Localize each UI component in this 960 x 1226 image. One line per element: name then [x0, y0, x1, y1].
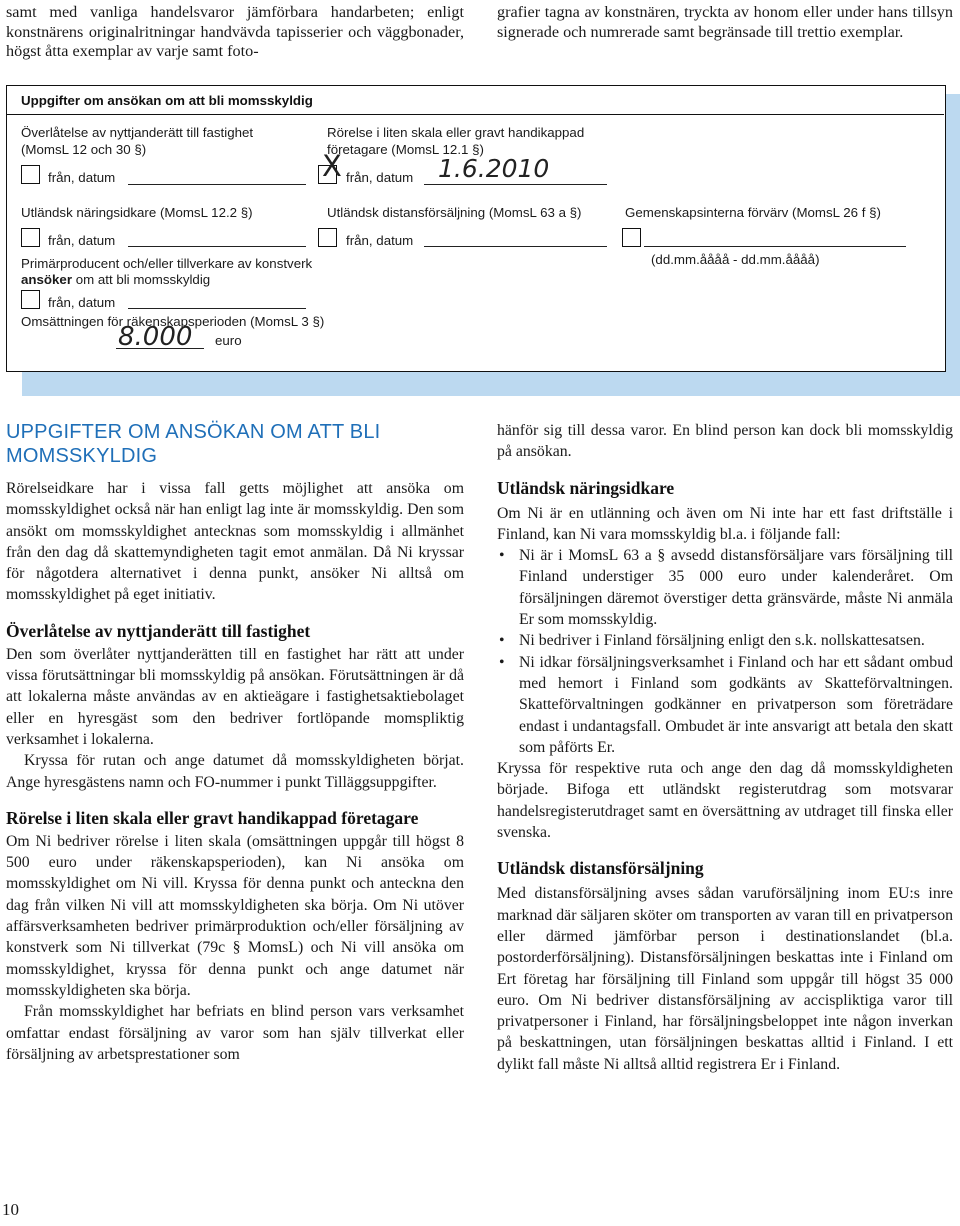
primary-producer-applies-bold: ansöker — [21, 272, 72, 287]
community-acquisitions-label: Gemenskapsinterna förvärv (MomsL 26 f §) — [625, 205, 881, 220]
page-number: 10 — [2, 1200, 19, 1219]
distance-sales-checkbox[interactable] — [318, 228, 337, 247]
distance-sales-date-field[interactable] — [424, 246, 607, 247]
list-item: • Ni bedriver i Finland försäljning enligt den s.k. nollskattesatsen. — [497, 630, 953, 651]
section-heading-line2: MOMSSKYLDIG — [6, 445, 158, 467]
property-paragraph: Den som överlåter nyttjanderätten till en fastighet har rätt att under vissa förutsättningar bli momsskyldig på ansökan. Förutsättningen är då att lokalerna måste användas av en aktieägare i fastighetsaktiebolaget eller en hyresgäst som den bedriver fortlöpande momspliktig verksamhet i lokalerna. — [6, 645, 464, 748]
intro-left-text: samt med vanliga handelsvaror jämförbara handarbeten; enligt konstnärens originalritningar handvävda tapisserier och väggbonader, högst åtta exemplar av varje samt foto- — [6, 3, 464, 60]
property-date-label: från, datum — [48, 170, 116, 185]
community-acquisitions-checkbox[interactable] — [622, 228, 641, 247]
list-item: • Ni är i MomsL 63 a § avsedd distansförsäljare vars försäljning till Finland understiger 35 000 euro under kalenderåret. Om försäljningen däremot överstiger detta gränsvärde, måste Ni anmäla Er som momsskyldig. — [497, 545, 953, 630]
primary-producer-label: Primärproducent och/eller tillverkare av konstverk — [21, 256, 313, 271]
section-heading-line1: UPPGIFTER OM ANSÖKAN OM ATT BLI — [6, 421, 381, 443]
property-date-field[interactable] — [128, 184, 306, 185]
foreign-trader-label: Utländsk näringsidkare (MomsL 12.2 §) — [21, 205, 253, 220]
foreign-trader-instruction: Kryssa för respektive ruta och ange den dag då momsskyldigheten började. Bifoga ett utländskt registerutdrag som motsvarar handelsregisterutdraget samt en översättning av utdraget till finska eller svenska. — [497, 760, 953, 842]
list-item: • Ni idkar försäljningsverksamhet i Finland och har ett sådant ombud med hemort i Finland som godkänts av Skatteförvaltningen. Skatteförvaltningen godkänner en privatperson som företrädare endast i undantagsfall. Ombudet är inte ansvarigt att betala den skatt som påförts Er. — [497, 652, 953, 758]
community-acquisitions-date-field[interactable] — [644, 246, 906, 247]
primary-producer-applies-rest: om att bli momsskyldig — [72, 272, 211, 287]
foreign-trader-cases-list — [497, 545, 953, 758]
primary-producer-date-label: från, datum — [48, 295, 116, 310]
primary-producer-checkbox[interactable] — [21, 290, 40, 309]
form-title: Uppgifter om ansökan om att bli momsskyldig — [21, 93, 313, 108]
community-date-format: (dd.mm.åååå - dd.mm.åååå) — [651, 252, 820, 267]
foreign-trader-heading: Utländsk näringsidkare — [497, 477, 675, 498]
intro-right-text: grafier tagna av konstnären, tryckta av honom eller under hans tillsyn signerade och numrerade samt begränsade till trettio exemplar. — [497, 3, 953, 41]
foreign-trader-date-field[interactable] — [128, 246, 306, 247]
distance-sales-date-label: från, datum — [346, 233, 414, 248]
small-scale-check-mark: X — [322, 149, 342, 183]
distance-sales-paragraph: Med distansförsäljning avses sådan varuförsäljning inom EU:s inre marknad där säljaren sköter om transporten av varan till en privatperson eller därmed jämförbar person i destinationslandet (bl.a. postorderförsäljning). Distansförsäljningen beskattas inte i Finland om Ert företag har försäljning till Finland som uppgår till högst 35 000 euro. Om Ni bedriver distansförsäljning av accispliktiga varor till privatpersoner i Finland, har försäljningsbeloppet inte någon inverkan på beskattningen, utan försäljningen beskattas alltid i Finland. I ett dylikt fall måste Ni alltså alltid registrera Er i Finland. — [497, 885, 953, 1073]
small-scale-date-label: från, datum — [346, 170, 414, 185]
blind-person-paragraph: Från momsskyldighet har befriats en blind person vars verksamhet omfattar endast försäljning av varor som han själv tillverkat eller försäljning av arbetsprestationer som — [6, 1003, 464, 1063]
turnover-field[interactable] — [116, 348, 204, 349]
property-checkbox[interactable] — [21, 165, 40, 184]
blind-person-continuation: hänför sig till dessa varor. En blind person kan dock bli momsskyldig på ansökan. — [497, 422, 953, 461]
small-scale-heading: Rörelse i liten skala eller gravt handikappad företagare — [6, 807, 419, 828]
small-scale-paragraph: Om Ni bedriver rörelse i liten skala (omsättningen uppgår till högst 8 500 euro under räkenskapsperioden), kan Ni ansöka om momsskyldighet om Ni vill. Kryssa för denna punkt och anteckna den dag från vilken Ni vill att momsskyldigheten ska börja. Om Ni utöver affärsverksamheten bedriver primärproduktion och/eller försäljning av konstverk som Ni tillverkat (79c § MomsL) och Ni vill ansöka om momsskyldighet, kryssa för denna punkt och ange datumet när momsskyldigheten ska börja. — [6, 832, 464, 999]
property-label: Överlåtelse av nyttjanderätt till fastighet — [21, 125, 254, 140]
distance-sales-heading: Utländsk distansförsäljning — [497, 858, 704, 879]
right-column — [497, 420, 953, 1075]
turnover-label: Omsättningen för räkenskapsperioden (MomsL 3 §) — [21, 314, 325, 329]
small-scale-date-field[interactable] — [424, 184, 607, 185]
property-law-ref: (MomsL 12 och 30 §) — [21, 142, 147, 157]
intro-paragraph: Rörelseidkare har i vissa fall getts möjlighet att ansöka om momsskyldighet också när han enligt lag inte är momsskyldig. Den som ansökt om momsskyldighet antecknas som momsskyldig i allmänhet från den dag då skattemyndigheten tagit emot anmälan. Då Ni kryssar för någotdera alternativet i denna punkt, ansöker Ni alltså om momsskyldighet på eget initiativ. — [6, 480, 464, 604]
turnover-value: 8.000 — [118, 322, 193, 352]
small-scale-label: Rörelse i liten skala eller gravt handikappad — [327, 125, 585, 140]
small-scale-date-value: 1.6.2010 — [438, 154, 550, 183]
left-column — [6, 420, 464, 1065]
primary-producer-label-line2 — [21, 272, 210, 288]
small-scale-law-ref: företagare (MomsL 12.1 §) — [327, 142, 484, 157]
property-instruction: Kryssa för rutan och ange datumet då momsskyldigheten börjat. Ange hyresgästens namn och FO-nummer i punkt Tilläggsuppgifter. — [6, 752, 464, 791]
foreign-trader-paragraph: Om Ni är en utlänning och även om Ni inte har ett fast driftställe i Finland, kan Ni vara momsskyldig bl.a. i följande fall: — [497, 504, 953, 543]
turnover-unit: euro — [215, 333, 242, 348]
primary-producer-date-field[interactable] — [128, 308, 306, 309]
section-heading — [6, 420, 464, 468]
foreign-trader-date-label: från, datum — [48, 233, 116, 248]
foreign-trader-checkbox[interactable] — [21, 228, 40, 247]
distance-sales-label: Utländsk distansförsäljning (MomsL 63 a §) — [327, 205, 582, 220]
property-heading: Överlåtelse av nyttjanderätt till fastighet — [6, 620, 311, 641]
